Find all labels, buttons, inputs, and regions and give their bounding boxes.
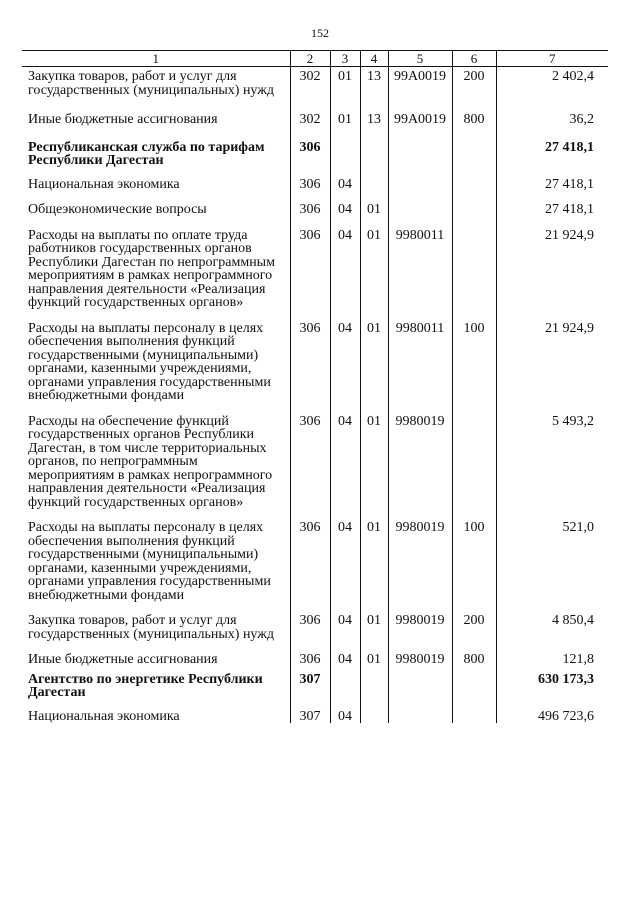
row-code-6: 800 [452,113,496,141]
row-amount: 121,8 [496,653,608,673]
table-row [22,322,608,415]
row-code-2: 302 [290,67,330,114]
table-row [22,710,608,724]
row-code-2: 306 [290,653,330,673]
column-header: 5 [388,51,452,67]
row-code-2: 307 [290,710,330,724]
row-code-4 [360,141,388,178]
row-code-6: 200 [452,67,496,114]
row-code-4: 13 [360,113,388,141]
row-code-6 [452,203,496,229]
row-code-2: 306 [290,141,330,178]
header-row [22,51,608,67]
row-name: Республиканская служба по тарифам Республики Дагестан [28,139,265,168]
row-code-5: 99А0019 [388,113,452,141]
row-code-2: 302 [290,113,330,141]
row-code-6: 100 [452,322,496,415]
row-code-3: 01 [330,67,360,114]
column-header: 4 [360,51,388,67]
row-code-2: 306 [290,521,330,614]
row-code-4 [360,673,388,710]
row-code-2: 306 [290,614,330,653]
row-code-6 [452,178,496,204]
column-header: 7 [496,51,608,67]
row-code-4: 01 [360,203,388,229]
row-name: Расходы на выплаты по оплате труда работников государственных органов Республики Дагестан по непрограммным мероприятиям в рамках непрограммного направления деятельности «Реализация функций государственных органов» [28,227,275,310]
table-row [22,178,608,204]
table-row [22,653,608,673]
table-row [22,673,608,710]
row-code-6 [452,415,496,522]
row-code-6 [452,710,496,724]
row-name: Общеэкономические вопросы [28,202,207,217]
table-row [22,67,608,114]
row-code-5: 9980011 [388,322,452,415]
row-name: Расходы на выплаты персоналу в целях обеспечения выполнения функций государственными (муниципальными) органами, казенными учреждениями, органами управления государственными внебюджетными фондами [28,320,271,403]
row-code-6 [452,141,496,178]
row-code-2: 306 [290,178,330,204]
row-name: Агентство по энергетике Республики Дагестан [28,671,263,700]
row-code-4: 01 [360,653,388,673]
row-code-3: 04 [330,710,360,724]
row-code-3 [330,141,360,178]
row-amount: 21 924,9 [496,229,608,322]
row-amount: 27 418,1 [496,178,608,204]
row-code-2: 306 [290,322,330,415]
table-row [22,113,608,141]
row-code-4: 01 [360,415,388,522]
column-header: 3 [330,51,360,67]
row-code-3: 04 [330,415,360,522]
row-code-3: 04 [330,203,360,229]
row-amount: 521,0 [496,521,608,614]
row-code-2: 306 [290,415,330,522]
row-code-5: 9980019 [388,521,452,614]
row-code-5 [388,710,452,724]
row-amount: 2 402,4 [496,67,608,114]
table-row [22,141,608,178]
row-code-6 [452,229,496,322]
row-name: Расходы на выплаты персоналу в целях обеспечения выполнения функций государственными (муниципальными) органами, казенными учреждениями, органами управления государственными внебюджетными фондами [28,520,271,603]
row-code-6: 100 [452,521,496,614]
row-name: Иные бюджетные ассигнования [28,112,218,127]
row-code-3: 04 [330,178,360,204]
row-amount: 630 173,3 [496,673,608,710]
row-name: Национальная экономика [28,176,180,192]
row-code-5: 9980019 [388,653,452,673]
row-code-5 [388,673,452,710]
row-name: Закупка товаров, работ и услуг для государственных (муниципальных) нужд [28,69,275,98]
row-code-5: 9980019 [388,415,452,522]
row-code-4: 13 [360,67,388,114]
budget-table [22,50,608,723]
row-name: Иные бюджетные ассигнования [28,652,218,667]
column-header: 1 [22,51,290,67]
row-code-2: 306 [290,203,330,229]
row-amount: 27 418,1 [496,141,608,178]
page-number: 152 [311,26,329,40]
row-amount: 36,2 [496,113,608,141]
row-amount: 27 418,1 [496,203,608,229]
column-header: 6 [452,51,496,67]
row-amount: 21 924,9 [496,322,608,415]
row-code-4: 01 [360,229,388,322]
table-row [22,203,608,229]
row-code-3 [330,673,360,710]
row-code-5 [388,141,452,178]
row-code-4: 01 [360,614,388,653]
row-code-5: 99А0019 [388,67,452,114]
row-amount: 5 493,2 [496,415,608,522]
row-name: Национальная экономика [28,708,180,724]
row-code-2: 307 [290,673,330,710]
table-row [22,415,608,522]
column-header: 2 [290,51,330,67]
table-row [22,521,608,614]
row-code-6 [452,673,496,710]
row-code-2: 306 [290,229,330,322]
row-code-3: 04 [330,521,360,614]
row-code-4 [360,710,388,724]
row-code-3: 01 [330,113,360,141]
row-code-6: 800 [452,653,496,673]
row-code-4: 01 [360,322,388,415]
table-row [22,229,608,322]
row-name: Расходы на обеспечение функций государственных органов Республики Дагестан, в том числе территориальных органов, по непрограммным мероприятиям в рамках непрограммного направления деятельности «Реализация функций государственных органов» [28,413,273,510]
row-code-3: 04 [330,653,360,673]
row-amount: 496 723,6 [496,710,608,724]
row-code-3: 04 [330,322,360,415]
row-code-4: 01 [360,521,388,614]
row-code-5: 9980011 [388,229,452,322]
row-code-3: 04 [330,229,360,322]
row-code-5: 9980019 [388,614,452,653]
row-amount: 4 850,4 [496,614,608,653]
row-code-6: 200 [452,614,496,653]
table-row [22,614,608,653]
row-name: Закупка товаров, работ и услуг для государственных (муниципальных) нужд [28,613,275,642]
row-code-3: 04 [330,614,360,653]
row-code-5 [388,178,452,204]
row-code-5 [388,203,452,229]
row-code-4 [360,178,388,204]
